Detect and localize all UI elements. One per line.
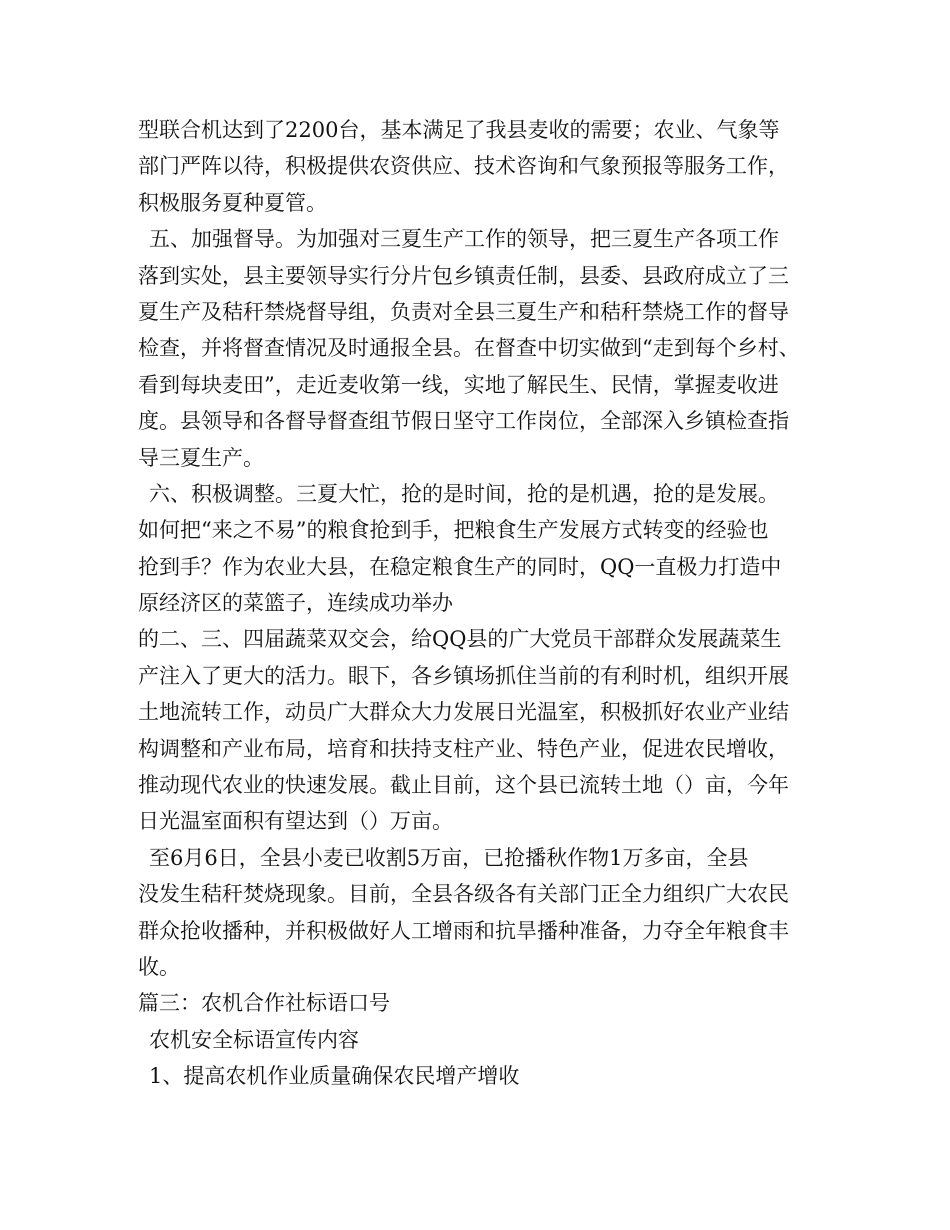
text-line: 落到实处，县主要领导实行分片包乡镇责任制，县委、县政府成立了三 <box>138 263 789 288</box>
text-line: 土地流转工作，动员广大群众大力发展日光温室，积极抓好农业产业结 <box>138 700 789 725</box>
document-body <box>138 112 828 1095</box>
text-line: 构调整和产业布局，培育和扶持支柱产业、特色产业，促进农民增收， <box>138 736 789 761</box>
text-line: 没发生秸秆焚烧现象。目前，全县各级各有关部门正全力组织广大农民 <box>138 882 789 907</box>
text-line: 型联合机达到了2200台，基本满足了我县麦收的需要；农业、气象等 <box>138 118 780 142</box>
text-line: 度。县领导和各督导督查组节假日坚守工作岗位，全部深入乡镇检查指 <box>138 409 789 434</box>
text-line: 原经济区的菜篮子，连续成功举办 <box>138 591 453 616</box>
text-line: 积极服务夏种夏管。 <box>138 190 327 215</box>
text-line: 如何把“来之不易”的粮食抢到手，把粮食生产发展方式转变的经验也 <box>138 518 769 543</box>
text-line: 夏生产及秸秆禁烧督导组，负责对全县三夏生产和秸秆禁烧工作的督导 <box>138 299 789 324</box>
list-item: 1、提高农机作业质量确保农民增产增收 <box>149 1064 520 1089</box>
text-line: 抢到手？作为农业大县，在稳定粮食生产的同时，QQ一直极力打造中 <box>138 554 782 579</box>
text-line: 的二、三、四届蔬菜双交会，给QQ县的广大党员干部群众发展蔬菜生 <box>138 627 782 652</box>
text-line: 群众抢收播种，并积极做好人工增雨和抗旱播种准备，力夺全年粮食丰 <box>138 918 789 943</box>
subheading: 农机安全标语宣传内容 <box>149 1027 359 1052</box>
chapter-heading: 篇三：农机合作社标语口号 <box>138 991 390 1016</box>
text-line: 日光温室面积有望达到（）万亩。 <box>138 809 453 834</box>
text-line: 看到每块麦田”，走近麦收第一线，实地了解民生、民情，掌握麦收进 <box>138 372 779 397</box>
section-five-heading-line: 五、加强督导。为加强对三夏生产工作的领导，把三夏生产各项工作 <box>149 227 779 252</box>
text-line: 推动现代农业的快速发展。截止目前，这个县已流转土地（）亩，今年 <box>138 773 789 798</box>
section-six-heading-line: 六、积极调整。三夏大忙，抢的是时间，抢的是机遇，抢的是发展。 <box>149 481 779 506</box>
text-line: 收。 <box>138 954 180 979</box>
text-line: 部门严阵以待，积极提供农资供应、技术咨询和气象预报等服务工作， <box>138 154 789 179</box>
paragraph-start-line: 至6月6日，全县小麦已收割5万亩，已抢播秋作物1万多亩，全县 <box>149 845 749 870</box>
text-line: 产注入了更大的活力。眼下，各乡镇场抓住当前的有利时机，组织开展 <box>138 663 789 688</box>
text-line: 检查，并将督查情况及时通报全县。在督查中切实做到“走到每个乡村、 <box>138 336 800 361</box>
text-line: 导三夏生产。 <box>138 445 264 470</box>
